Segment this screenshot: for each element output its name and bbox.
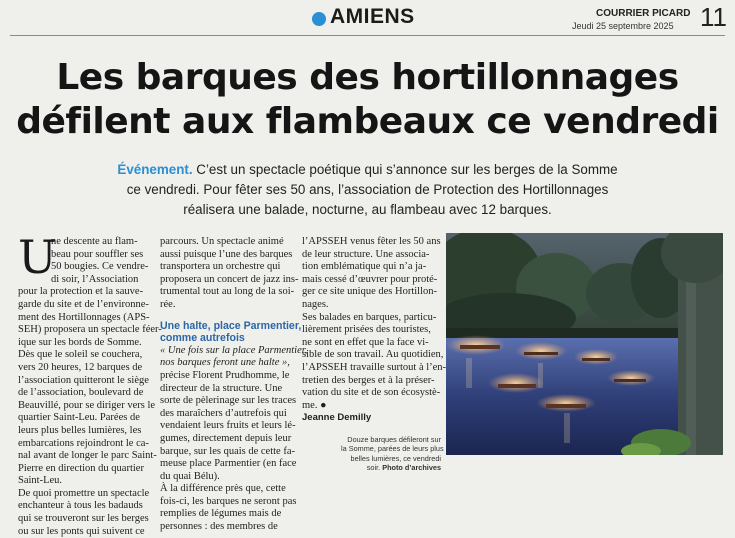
text-line: ique sur les bords de Somme. — [18, 336, 142, 348]
text-line: Dès que le soleil se couchera, — [18, 349, 143, 361]
text-line: gumes, directement depuis leur — [160, 432, 292, 444]
text-line: SEH) proposera un spectacle féer- — [18, 324, 162, 336]
quote-line: nos barques feront une halte », — [160, 357, 290, 369]
text-line: Pierre en direction du quartier — [18, 462, 144, 474]
text-line: meuse place Parmentier (en face — [160, 458, 297, 470]
text-line: pour la protection et la sauve- — [18, 286, 144, 298]
lede-line — [0, 160, 735, 180]
article-photo — [446, 233, 723, 455]
text-line: des maraîchers d’autrefois qui — [160, 407, 287, 419]
text-line: transportera un orchestre qui — [160, 261, 281, 273]
text-line: tion emblématique qui n’a ja- — [302, 261, 427, 273]
lede-line: réalisera une balade, nocturne, au flambeau avec 12 barques. — [183, 202, 552, 217]
quote-line: « Une fois sur la place Parmentier, — [160, 344, 308, 356]
text-line: beau pour souffler ses — [51, 248, 144, 260]
text-line: quartier Saint-Leu. Parées de — [18, 412, 140, 424]
article-column-2 — [160, 236, 308, 534]
text-line: enchanteur à tous les badauds — [18, 500, 143, 512]
caption-line: Douze barques défileront sur — [347, 435, 441, 444]
text-line: mais cessé d’œuvrer pour proté- — [302, 273, 438, 285]
author-byline: Jeanne Demilly — [302, 412, 372, 424]
text-line: du quai Bélu). — [160, 470, 220, 482]
text-line: ne descente au flam- — [51, 236, 138, 247]
headline-line: défilent aux flambeaux ce vendredi — [16, 101, 719, 142]
text-line: qui se trouveront sur les berges — [18, 513, 149, 525]
caption-line: la Somme, parées de leurs plus — [341, 444, 444, 454]
caption-text: soir. — [366, 462, 381, 472]
text-line: tretien des berges et à la préser- — [302, 374, 435, 386]
text-line: ment des Hortillonnages (APS- — [18, 311, 150, 323]
text-line: vers 20 heures, 12 barques de — [18, 361, 143, 373]
article-column-1 — [18, 230, 162, 538]
text-line: sible de son travail. Au quotidien, — [302, 349, 444, 361]
page-header — [0, 0, 735, 38]
text-line: de l’association, boulevard de — [18, 387, 144, 399]
text-line: embarcations rejoindront le ca- — [18, 437, 149, 449]
text-line: l’association quitteront le siège — [18, 374, 149, 386]
text-line: 50 bougies. Ce vendre- — [51, 261, 149, 273]
subheading: comme autrefois — [160, 332, 245, 345]
photo-credit: Photo d’archives — [382, 462, 441, 472]
headline — [0, 56, 735, 144]
text-line: me. ● — [302, 399, 327, 411]
text-line: de leur structure. Une associa- — [302, 248, 430, 260]
text-line: vation du site et de son écosystè- — [302, 387, 441, 399]
text-line: proposera un concert de jazz ins- — [160, 273, 299, 285]
article-column-3 — [302, 236, 447, 425]
text-line: Saint-Leu. — [18, 475, 63, 487]
text-line: ou sur les ponts qui suivent ce — [18, 525, 145, 537]
page-number: 11 — [700, 2, 727, 32]
text-line: personnes : des membres de — [160, 521, 278, 533]
photo-caption — [341, 435, 444, 472]
text-line: sorte de pèlerinage sur les traces — [160, 395, 297, 407]
text-line: garde du site et de l’environne- — [18, 298, 149, 310]
text-line: vendaient leurs fruits et leurs lé- — [160, 420, 296, 432]
text-line: Beauvillé, pour se diriger vers le — [18, 399, 156, 411]
publication-date: Jeudi 25 septembre 2025 — [572, 21, 674, 31]
text-line: leurs plus belles lumières, les — [18, 424, 142, 436]
section-bullet-icon — [312, 12, 326, 26]
header-divider — [10, 35, 725, 36]
caption-line — [341, 463, 441, 472]
lede-label: Événement. — [117, 162, 193, 177]
text-line: nages. — [302, 298, 329, 310]
text-line: ne sont en effet que la face vi- — [302, 336, 429, 348]
caption-line: belles lumières, ce vendredi — [350, 453, 441, 463]
text-line: À la différence près que, cette — [160, 483, 286, 495]
lede-line: ce vendredi. Pour fêter ses 50 ans, l’association de Protection des Hortillonnages — [126, 182, 609, 197]
subheading: Une halte, place Parmentier, — [160, 319, 302, 332]
text-line: De quoi promettre un spectacle — [18, 487, 150, 499]
text-line: di soir, l’Association — [51, 273, 139, 285]
text-line: remplies de légumes mais de — [160, 508, 282, 520]
text-line: précise Florent Prudhomme, le — [160, 369, 290, 381]
text-line: aussi puisque l’une des barques — [160, 248, 293, 260]
headline-line: Les barques des hortillonnages — [56, 57, 679, 98]
lede-text: C’est un spectacle poétique qui s’annonce sur les berges de la Somme — [192, 162, 618, 177]
text-line: ger ce site unique des Hortillon- — [302, 286, 438, 298]
night-boats-image — [446, 233, 723, 455]
text-line: Ses balades en barques, particu- — [302, 311, 437, 323]
text-line: directeur de la structure. Une — [160, 382, 283, 394]
text-line: rée. — [160, 298, 176, 310]
text-line: lièrement prisées des touristes, — [302, 324, 431, 336]
text-line: parcours. Un spectacle animé — [160, 236, 284, 247]
lede — [0, 160, 735, 220]
newspaper-name: COURRIER PICARD — [596, 8, 691, 19]
section-name: AMIENS — [330, 5, 415, 28]
text-line: l’APSSEH travaille surtout à l’en- — [302, 361, 447, 373]
text-line: barque, sur les quais de cette fa- — [160, 445, 295, 457]
text-line: nal avant de longer le parc Saint- — [18, 450, 157, 462]
drop-cap: U — [18, 230, 57, 284]
text-line: trumental tout au long de la soi- — [160, 286, 295, 298]
text-line: l’APSSEH venus fêter les 50 ans — [302, 236, 441, 247]
text-line: fois-ci, les barques ne seront pas — [160, 495, 297, 507]
